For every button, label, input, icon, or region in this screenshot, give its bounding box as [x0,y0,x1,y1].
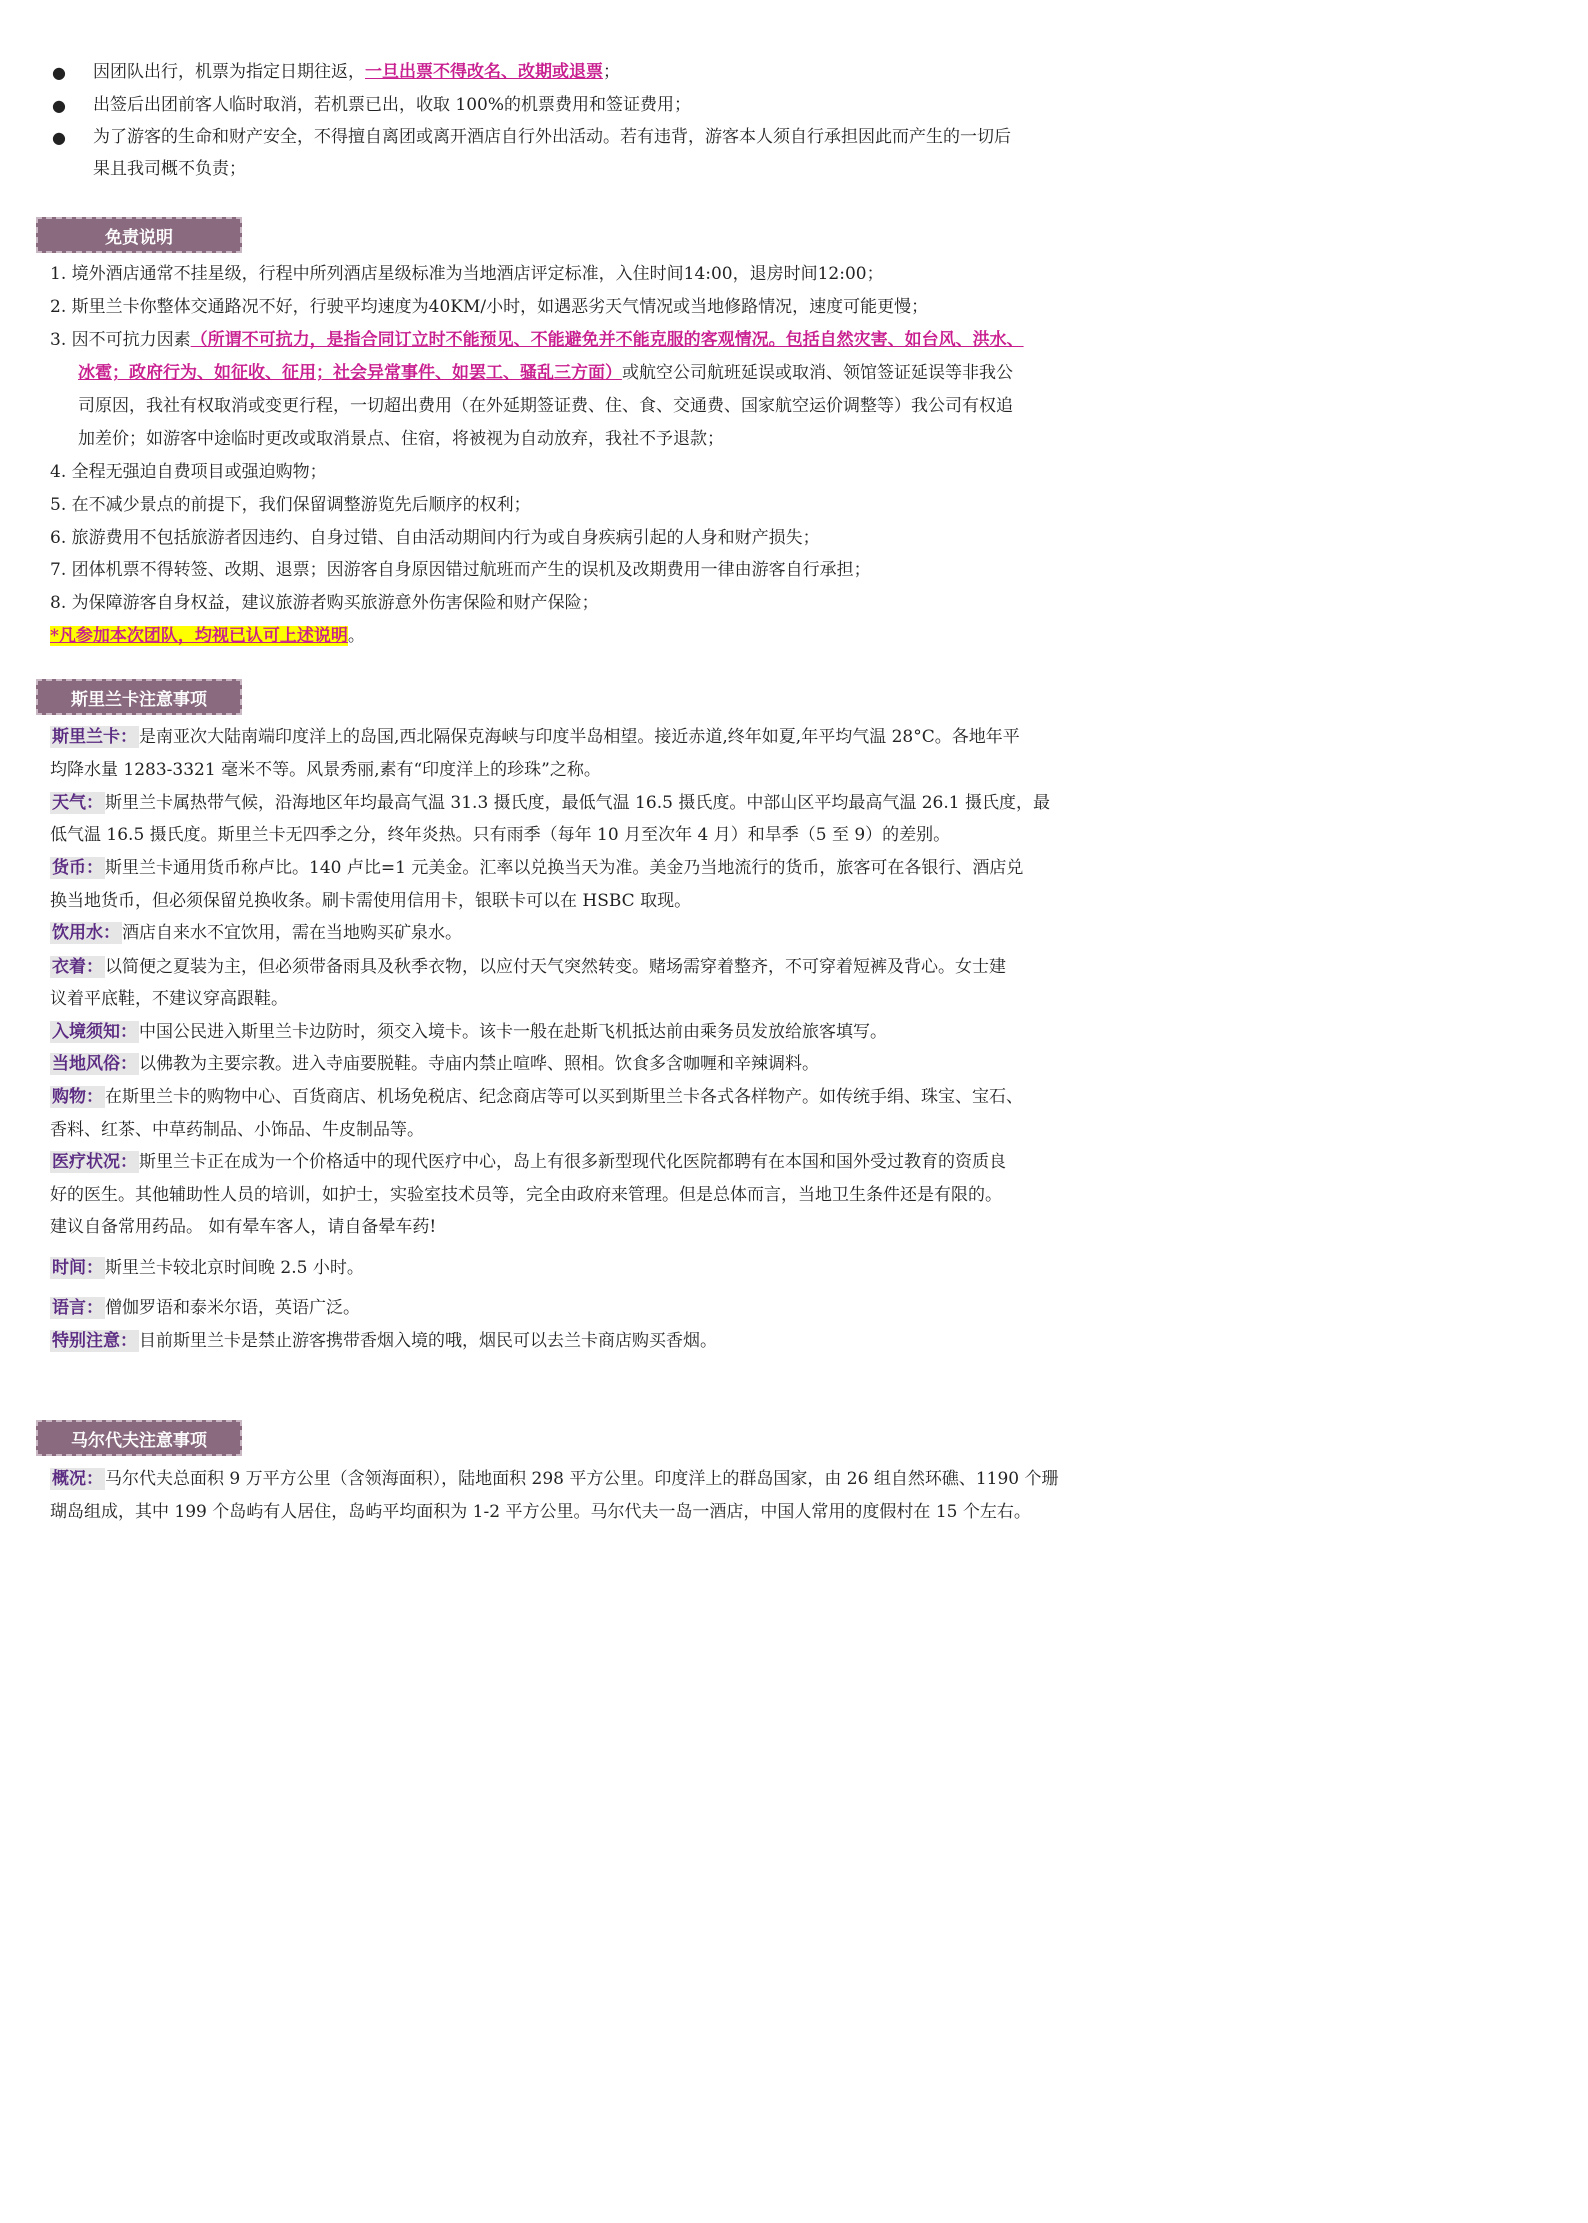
bullet-icon: ● [52,128,66,147]
disclaimer-item-6: 6. 旅游费用不包括旅游者因违约、自身过错、自由活动期间内行为或自身疾病引起的人身和财产损失； [50,528,820,548]
medical-line-1: 医疗状况： 斯里兰卡正在成为一个价格适中的现代医疗中心，岛上有很多新型现代化医院都聘有在本国和国外受过教育的资质良 [52,1152,1006,1172]
weather-line-1: 天气： 斯里兰卡属热带气候，沿海地区年均最高气温 31.3 摄氏度，最低气温 16.5 摄氏度。中部山区平均最高气温 26.1 摄氏度，最 [52,793,1050,813]
label-time: 时间： [52,1258,103,1278]
label-weather: 天气： [52,793,103,813]
shopping-line-1: 购物： 在斯里兰卡的购物中心、百货商店、机场免税店、纪念商店等可以买到斯里兰卡各式各样物产。如传统手绢、珠宝、宝石、 [52,1087,1023,1107]
bullet-icon: ● [52,96,66,115]
disclaimer-item-3-line-3: 司原因，我社有权取消或变更行程，一切超出费用（在外延期签证费、住、食、交通费、国家航空运价调整等）我公司有权追 [78,396,1013,416]
medical-line-3: 建议自备常用药品。 如有晕车客人，请自备晕车药! [50,1217,437,1237]
label-srilanka: 斯里兰卡： [52,727,137,747]
label-entry: 入境须知： [52,1022,137,1042]
disclaimer-item-3-line-2: 冰雹；政府行为、如征收、征用；社会异常事件、如罢工、骚乱三方面）或航空公司航班延误或取消、领馆签证延误等非我公 [78,363,1013,383]
special-notice-line-1: 特别注意： 目前斯里兰卡是禁止游客携带香烟入境的哦，烟民可以去兰卡商店购买香烟。 [52,1331,717,1351]
clothing-line-1: 衣着： 以简便之夏装为主，但必须带备雨具及秋季衣物，以应付天气突然转变。赌场需穿着整齐，不可穿着短裤及背心。女士建 [52,957,1006,977]
maldives-overview-line-2: 瑚岛组成，其中 199 个岛屿有人居住，岛屿平均面积为 1-2 平方公里。马尔代夫一岛一酒店，中国人常用的度假村在 15 个左右。 [50,1502,1031,1522]
label-shopping: 购物： [52,1087,103,1107]
language-line-1: 语言： 僧伽罗语和泰米尔语，英语广泛。 [52,1298,360,1318]
disclaimer-item-3-line-1: 3. 因不可抗力因素（所谓不可抗力，是指合同订立时不能预见、不能避免并不能克服的客观情况。包括自然灾害、如台风、洪水、 [50,330,1024,350]
bullet-icon: ● [52,63,66,82]
label-currency: 货币： [52,858,103,878]
time-line-1: 时间： 斯里兰卡较北京时间晚 2.5 小时。 [52,1258,364,1278]
label-customs: 当地风俗： [52,1054,137,1074]
section-header-srilanka: 斯里兰卡注意事项 [36,679,242,715]
label-clothing: 衣着： [52,957,103,977]
srilanka-overview-line-2: 均降水量 1283-3321 毫米不等。风景秀丽,素有“印度洋上的珍珠”之称。 [50,760,601,780]
entry-line-1: 入境须知： 中国公民进入斯里兰卡边防时，须交入境卡。该卡一般在赴斯飞机抵达前由乘务员发放给旅客填写。 [52,1022,887,1042]
disclaimer-item-1: 1. 境外酒店通常不挂星级，行程中所列酒店星级标准为当地酒店评定标准，入住时间14:00，退房时间12:00； [50,264,884,284]
disclaimer-item-3-line-4: 加差价；如游客中途临时更改或取消景点、住宿，将被视为自动放弃，我社不予退款； [78,429,724,449]
label-maldives-overview: 概况： [52,1469,103,1489]
clothing-line-2: 议着平底鞋，不建议穿高跟鞋。 [50,989,288,1009]
medical-line-2: 好的医生。其他辅助性人员的培训，如护士，实验室技术员等，完全由政府来管理。但是总体而言，当地卫生条件还是有限的。 [50,1185,1002,1205]
disclaimer-item-2: 2. 斯里兰卡你整体交通路况不好，行驶平均速度为40KM/小时，如遇恶劣天气情况或当地修路情况，速度可能更慢； [50,297,929,317]
force-majeure-emphasis: （所谓不可抗力，是指合同订立时不能预见、不能避免并不能克服的客观情况。包括自然灾害、如台风、洪水、 [190,330,1024,350]
note-1-emphasis: 一旦出票不得改名、改期或退票 [365,62,603,82]
note-2: 出签后出团前客人临时取消，若机票已出，收取 100%的机票费用和签证费用； [93,95,692,115]
label-water: 饮用水： [52,923,120,943]
customs-line-1: 当地风俗： 以佛教为主要宗教。进入寺庙要脱鞋。寺庙内禁止喧哗、照相。饮食多含咖喱和辛辣调料。 [52,1054,819,1074]
label-special-notice: 特别注意： [52,1331,137,1351]
highlighted-acknowledgement: *凡参加本次团队，均视已认可上述说明 [50,626,348,646]
note-3-line-1: 为了游客的生命和财产安全，不得擅自离团或离开酒店自行外出活动。若有违背，游客本人须自行承担因此而产生的一切后 [93,127,1011,147]
currency-line-2: 换当地货币，但必须保留兑换收条。刷卡需使用信用卡，银联卡可以在 HSBC 取现。 [50,891,692,911]
shopping-line-2: 香料、红茶、中草药制品、小饰品、牛皮制品等。 [50,1120,424,1140]
section-header-maldives: 马尔代夫注意事项 [36,1420,242,1456]
disclaimer-item-5: 5. 在不减少景点的前提下，我们保留调整游览先后顺序的权利； [50,495,531,515]
disclaimer-item-8: 8. 为保障游客自身权益，建议旅游者购买旅游意外伤害保险和财产保险； [50,593,599,613]
disclaimer-item-4: 4. 全程无强迫自费项目或强迫购物； [50,462,327,482]
label-medical: 医疗状况： [52,1152,137,1172]
currency-line-1: 货币： 斯里兰卡通用货币称卢比。140 卢比=1 元美金。汇率以兑换当天为准。美金乃当地流行的货币，旅客可在各银行、酒店兑 [52,858,1024,878]
disclaimer-final-note: *凡参加本次团队，均视已认可上述说明。 [50,626,365,646]
note-1: 因团队出行，机票为指定日期往返，一旦出票不得改名、改期或退票； [93,62,620,82]
note-3-line-2: 果且我司概不负责； [93,159,246,179]
maldives-overview-line-1: 概况： 马尔代夫总面积 9 万平方公里（含领海面积），陆地面积 298 平方公里。印度洋上的群岛国家，由 26 组自然环礁、1190 个珊 [52,1469,1059,1489]
label-language: 语言： [52,1298,103,1318]
section-header-disclaimer: 免责说明 [36,217,242,253]
water-line-1: 饮用水： 酒店自来水不宜饮用，需在当地购买矿泉水。 [52,923,462,943]
weather-line-2: 低气温 16.5 摄氏度。斯里兰卡无四季之分，终年炎热。只有雨季（每年 10 月至次年 4 月）和旱季（5 至 9）的差别。 [50,825,951,845]
disclaimer-item-7: 7. 团体机票不得转签、改期、退票；因游客自身原因错过航班而产生的误机及改期费用一律由游客自行承担； [50,560,871,580]
srilanka-overview-line-1: 斯里兰卡： 是南亚次大陆南端印度洋上的岛国,西北隔保克海峡与印度半岛相望。接近赤道,终年如夏,年平均气温 28°C。各地年平 [52,727,1020,747]
